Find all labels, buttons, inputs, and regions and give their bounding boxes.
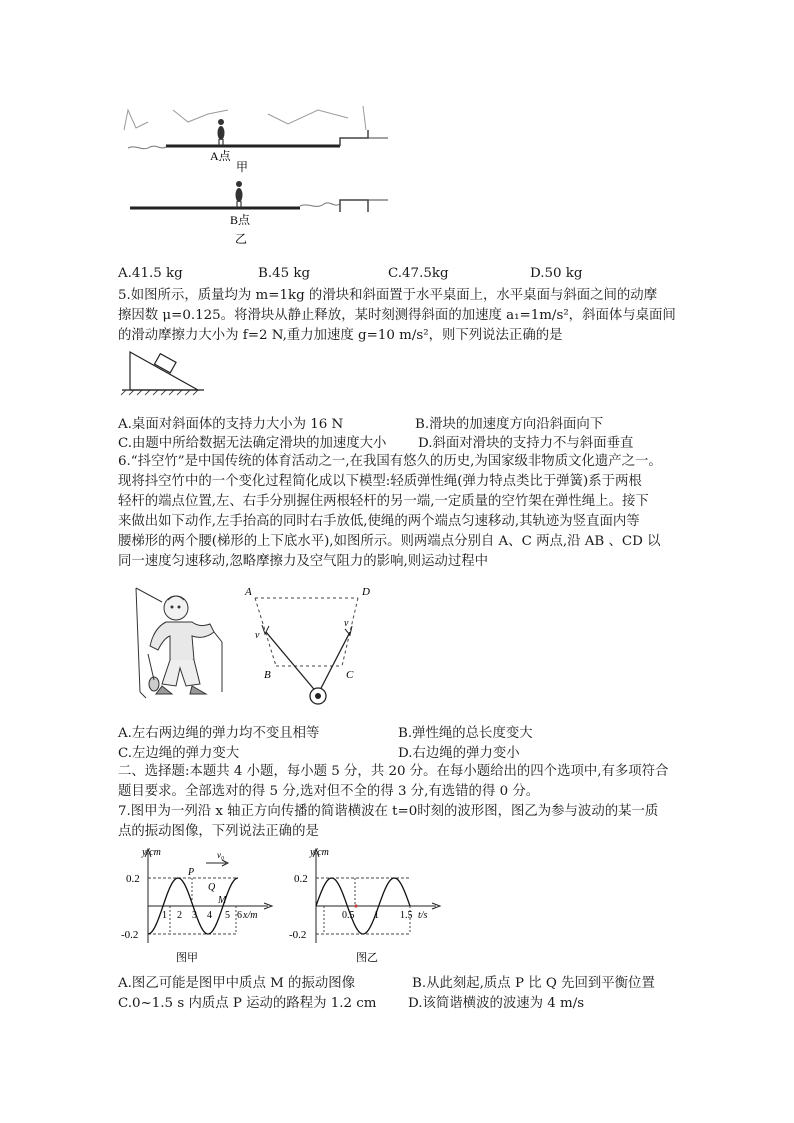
q5-option-c: C.由题中所给数据无法确定滑块的加速度大小 bbox=[118, 436, 387, 451]
wave-chart-yi bbox=[286, 843, 451, 968]
q4-option-d: D.50 kg bbox=[530, 266, 583, 281]
jia-xtick-3: 3 bbox=[192, 910, 197, 921]
jia-point-Q: Q bbox=[208, 882, 216, 893]
diabolo-figure bbox=[118, 580, 398, 710]
label-B: B bbox=[264, 669, 271, 681]
yi-ytick-top: 0.2 bbox=[294, 873, 308, 885]
jia-xtick-5: 5 bbox=[225, 910, 230, 921]
caption-yi: 乙 bbox=[235, 232, 248, 246]
q5-option-b: B.滑块的加速度方向沿斜面向下 bbox=[415, 417, 604, 432]
label-v-left: v bbox=[255, 630, 260, 641]
q6-line-2: 现将抖空竹中的一个变化过程简化成以下模型:轻质弹性绳(弹力特点类比于弹簧)系于两根 bbox=[118, 474, 642, 489]
q7-line-1: 7.图甲为一列沿 x 轴正方向传播的简谐横波在 t=0时刻的波形图，图乙为参与波动的某一质 bbox=[118, 804, 659, 819]
jia-xtick-1: 1 bbox=[162, 910, 167, 921]
jia-ylabel: y/cm bbox=[142, 847, 161, 858]
section2-line-1: 二、选择题:本题共 4 小题，每小题 5 分，共 20 分。在每小题给出的四个选项中,有多项符合 bbox=[118, 764, 669, 779]
label-b-point: B点 bbox=[230, 213, 251, 227]
person-b-icon bbox=[236, 181, 243, 208]
jia-point-M: M bbox=[218, 895, 227, 906]
q7-option-d: D.该简谐横波的波速为 4 m/s bbox=[408, 996, 585, 1011]
q5-option-d: D.斜面对滑块的支持力不与斜面垂直 bbox=[418, 436, 634, 451]
q5-line-1: 5.如图所示，质量均为 m=1kg 的滑块和斜面置于水平桌面上，水平桌面与斜面之间的动摩 bbox=[118, 288, 658, 303]
yi-xtick-05: 0.5 bbox=[342, 910, 355, 921]
jia-xlabel: x/m bbox=[243, 910, 258, 921]
jia-ytick-bottom: -0.2 bbox=[121, 929, 139, 941]
caption-jia: 甲 bbox=[236, 160, 249, 174]
q7-option-a: A.图乙可能是图甲中质点 M 的振动图像 bbox=[118, 976, 356, 991]
jia-xtick-4: 4 bbox=[207, 910, 212, 921]
q4-option-b: B.45 kg bbox=[258, 266, 311, 281]
q6-line-6: 同一速度匀速移动,忽略摩擦力及空气阻力的影响,则运动过程中 bbox=[118, 554, 489, 569]
q6-line-3: 轻杆的端点位置,左、右手分别握住两根轻杆的另一端,一定质量的空竹架在弹性绳上。接下 bbox=[118, 494, 649, 509]
person-a-icon bbox=[218, 119, 225, 146]
q6-option-b: B.弹性绳的总长度变大 bbox=[398, 726, 533, 741]
wave-chart-jia bbox=[118, 843, 283, 968]
diabolo-player-illustration bbox=[136, 588, 222, 698]
q7-option-c: C.0~1.5 s 内质点 P 运动的路程为 1.2 cm bbox=[118, 996, 377, 1011]
q6-option-c: C.左边绳的弹力变大 bbox=[118, 746, 240, 761]
jia-point-P: P bbox=[188, 867, 195, 878]
incline-figure bbox=[118, 346, 208, 396]
jia-title: 图甲 bbox=[176, 952, 198, 964]
q4-option-c: C.47.5kg bbox=[388, 266, 449, 281]
section2-line-2: 题目要求。全部选对的得 5 分,选对但不全的得 3 分,有选错的得 0 分。 bbox=[118, 784, 540, 799]
yi-ytick-bottom: -0.2 bbox=[289, 929, 307, 941]
yi-title: 图乙 bbox=[356, 952, 378, 964]
q6-line-5: 腰梯形的两个腰(梯形的上下底水平),如图所示。则两端点分别自 A、C 两点,沿 AB 、CD 以 bbox=[118, 534, 661, 549]
q7-option-b: B.从此刻起,质点 P 比 Q 先回到平衡位置 bbox=[412, 976, 655, 991]
jia-xtick-6: 6 bbox=[237, 910, 242, 921]
yi-ylabel: y/cm bbox=[310, 847, 329, 858]
q7-line-2: 点的振动图像，下列说法正确的是 bbox=[118, 824, 319, 839]
q6-option-a: A.左右两边绳的弹力均不变且相等 bbox=[118, 726, 320, 741]
yi-xtick-15: 1.5 bbox=[400, 910, 413, 921]
jia-ytick-top: 0.2 bbox=[126, 873, 140, 885]
q6-option-d: D.右边绳的弹力变小 bbox=[398, 746, 520, 761]
label-C: C bbox=[346, 669, 354, 681]
yi-xlabel: t/s bbox=[418, 910, 428, 921]
q5-line-2: 擦因数 μ=0.125。将滑块从静止释放，某时刻测得斜面的加速度 a₁=1m/s²，斜面体与桌面间 bbox=[118, 308, 676, 323]
q6-line-4: 来做出如下动作,左手抬高的同时右手放低,使绳的两个端点匀速移动,其轨迹为竖直面内等 bbox=[118, 514, 640, 529]
label-A: A bbox=[245, 586, 252, 598]
label-a-point: A点 bbox=[210, 149, 231, 163]
slider-block-icon bbox=[154, 354, 176, 373]
jia-velocity-label: v₀ bbox=[217, 850, 225, 860]
yi-xtick-1: 1 bbox=[374, 910, 379, 921]
q5-option-a: A.桌面对斜面体的支持力大小为 16 N bbox=[118, 417, 344, 432]
label-v-right: v bbox=[344, 618, 349, 629]
q4-option-a: A.41.5 kg bbox=[118, 266, 183, 281]
q6-line-1: 6.“抖空竹”是中国传统的体育活动之一,在我国有悠久的历史,为国家级非物质文化遗产之一。 bbox=[118, 454, 662, 469]
jia-xtick-2: 2 bbox=[177, 910, 182, 921]
q5-line-3: 的滑动摩擦力大小为 f=2 N,重力加速度 g=10 m/s²，则下列说法正确的是 bbox=[118, 328, 563, 343]
label-D: D bbox=[362, 586, 370, 598]
scale-figure bbox=[118, 100, 398, 250]
